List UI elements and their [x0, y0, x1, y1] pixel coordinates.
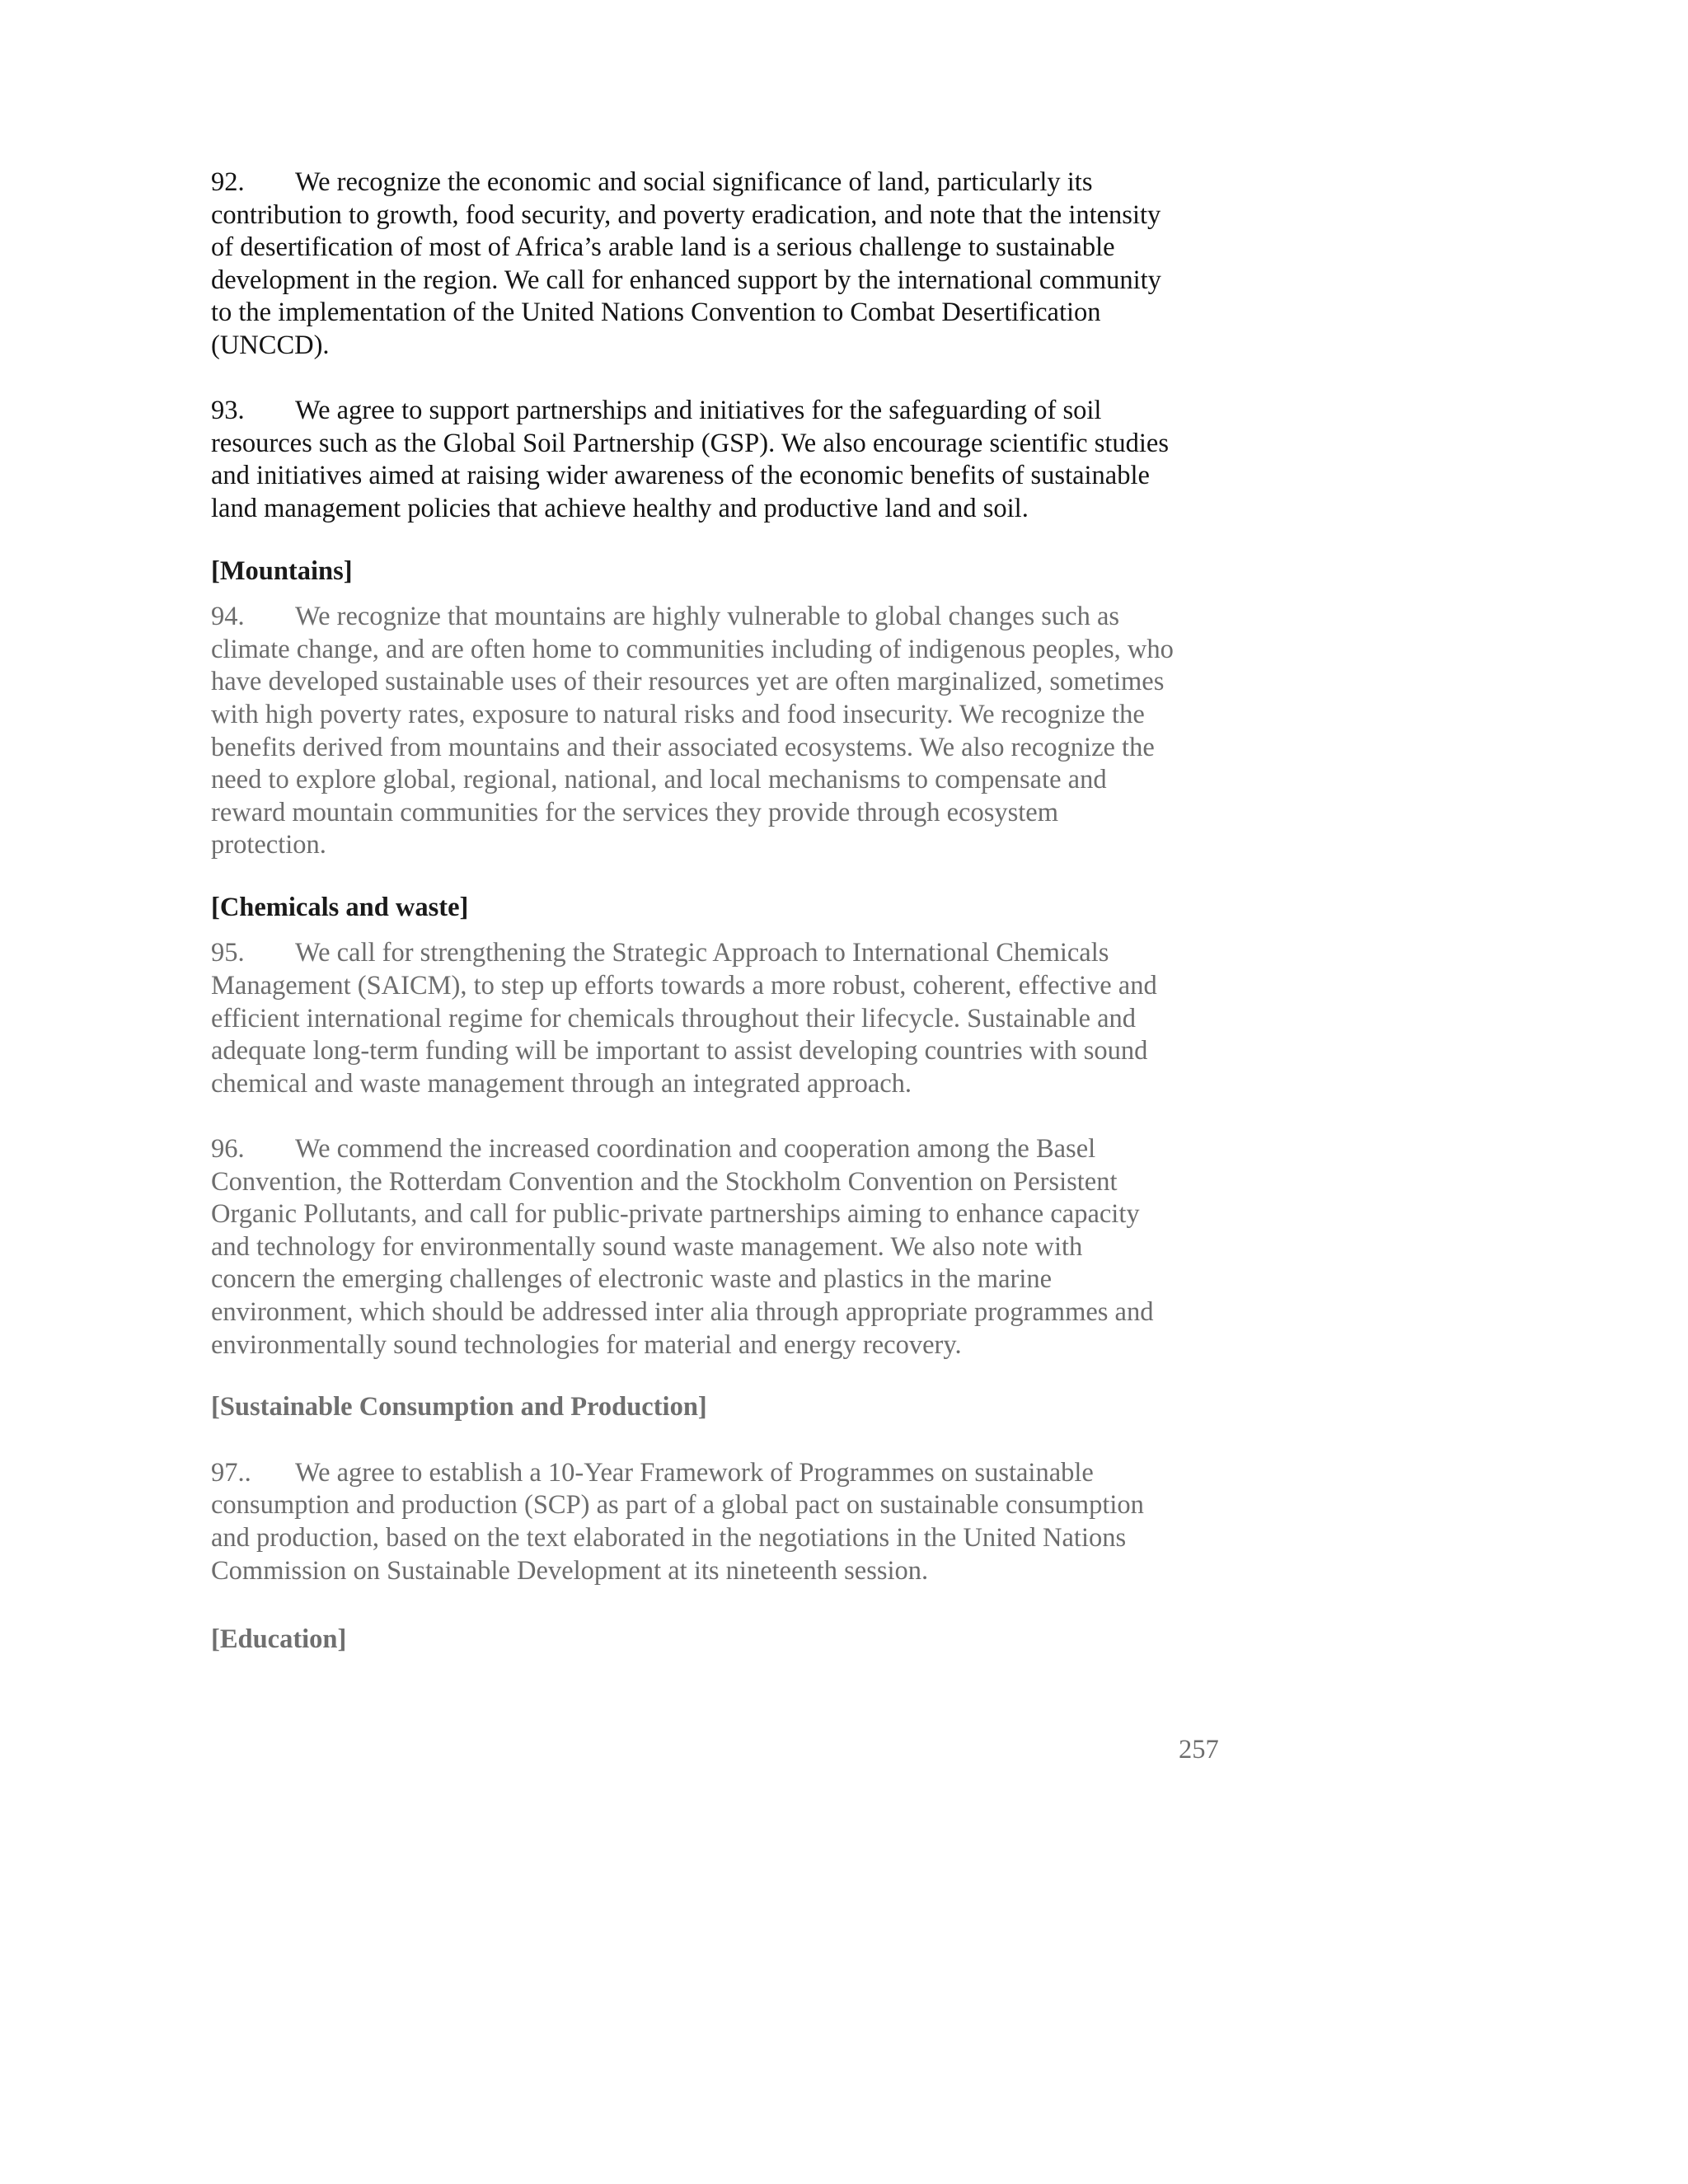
paragraph-line: resources such as the Global Soil Partnership (GSP). We also encourage scientific studies — [211, 428, 1170, 458]
paragraph-number: 95. — [211, 938, 245, 968]
section-heading-chemicals: [Chemicals and waste] — [211, 892, 469, 922]
paragraph-line: Convention, the Rotterdam Convention and the Stockholm Convention on Persistent — [211, 1166, 1118, 1197]
paragraph-line: development in the region. We call for enhanced support by the international community — [211, 265, 1161, 295]
paragraph-line: benefits derived from mountains and their associated ecosystems. We also recognize the — [211, 732, 1155, 762]
paragraph-line: (UNCCD). — [211, 330, 330, 360]
page-number: 257 — [1179, 1735, 1219, 1765]
paragraph-line: adequate long-term funding will be important to assist developing countries with sound — [211, 1036, 1148, 1066]
paragraph-line: and production, based on the text elaborated in the negotiations in the United Nations — [211, 1522, 1127, 1553]
paragraph-line: have developed sustainable uses of their resources yet are often marginalized, sometimes — [211, 667, 1165, 697]
section-heading-mountains: [Mountains] — [211, 555, 353, 586]
paragraph-line: We recognize that mountains are highly vulnerable to global changes such as — [295, 602, 1120, 632]
paragraph-line: We call for strengthening the Strategic Approach to International Chemicals — [295, 938, 1109, 968]
paragraph-line: consumption and production (SCP) as part of a global pact on sustainable consumption — [211, 1490, 1144, 1521]
section-heading-scp: [Sustainable Consumption and Production] — [211, 1392, 707, 1422]
paragraph-line: climate change, and are often home to communities including of indigenous peoples, who — [211, 634, 1174, 664]
paragraph-line: contribution to growth, food security, and poverty eradication, and note that the intensity — [211, 199, 1161, 230]
paragraph-line: protection. — [211, 830, 326, 860]
paragraph-line: Organic Pollutants, and call for public-private partnerships aiming to enhance capacity — [211, 1199, 1140, 1230]
paragraph-number: 97.. — [211, 1457, 251, 1488]
paragraph-number: 94. — [211, 602, 245, 632]
paragraph-93 — [211, 395, 1233, 525]
paragraph-94 — [211, 601, 1233, 862]
text-column — [211, 166, 1233, 1670]
paragraph-line: and technology for environmentally sound waste management. We also note with — [211, 1231, 1083, 1262]
paragraph-line: land management policies that achieve healthy and productive land and soil. — [211, 493, 1029, 523]
paragraph-number: 96. — [211, 1134, 245, 1165]
paragraph-line: and initiatives aimed at raising wider awareness of the economic benefits of sustainable — [211, 461, 1150, 491]
paragraph-line: Management (SAICM), to step up efforts towards a more robust, coherent, effective and — [211, 971, 1157, 1001]
paragraph-line: with high poverty rates, exposure to natural risks and food insecurity. We recognize the — [211, 699, 1145, 729]
paragraph-line: We agree to support partnerships and initiatives for the safeguarding of soil — [295, 396, 1102, 426]
paragraph-line: Commission on Sustainable Development at its nineteenth session. — [211, 1555, 929, 1586]
paragraph-number: 93. — [211, 396, 245, 426]
paragraph-line: chemical and waste management through an integrated approach. — [211, 1068, 912, 1099]
paragraph-95 — [211, 937, 1233, 1100]
section-heading-education: [Education] — [211, 1624, 347, 1655]
paragraph-line: of desertification of most of Africa’s arable land is a serious challenge to sustainable — [211, 232, 1115, 263]
paragraph-line: efficient international regime for chemicals throughout their lifecycle. Sustainable and — [211, 1003, 1137, 1033]
paragraph-line: to the implementation of the United Nations Convention to Combat Desertification — [211, 298, 1101, 328]
paragraph-line: environment, which should be addressed inter alia through appropriate programmes and — [211, 1297, 1154, 1327]
paragraph-line: need to explore global, regional, national, and local mechanisms to compensate and — [211, 765, 1107, 795]
paragraph-96 — [211, 1133, 1233, 1361]
paragraph-line: reward mountain communities for the services they provide through ecosystem — [211, 797, 1058, 827]
paragraph-line: environmentally sound technologies for material and energy recovery. — [211, 1329, 962, 1360]
paragraph-line: We commend the increased coordination and cooperation among the Basel — [295, 1134, 1096, 1165]
paragraph-92 — [211, 166, 1233, 363]
paragraph-line: concern the emerging challenges of electronic waste and plastics in the marine — [211, 1264, 1053, 1295]
paragraph-number: 92. — [211, 167, 245, 197]
paragraph-97 — [211, 1457, 1233, 1587]
paragraph-line: We recognize the economic and social significance of land, particularly its — [295, 167, 1093, 197]
paragraph-line: We agree to establish a 10-Year Framework of Programmes on sustainable — [295, 1457, 1094, 1488]
